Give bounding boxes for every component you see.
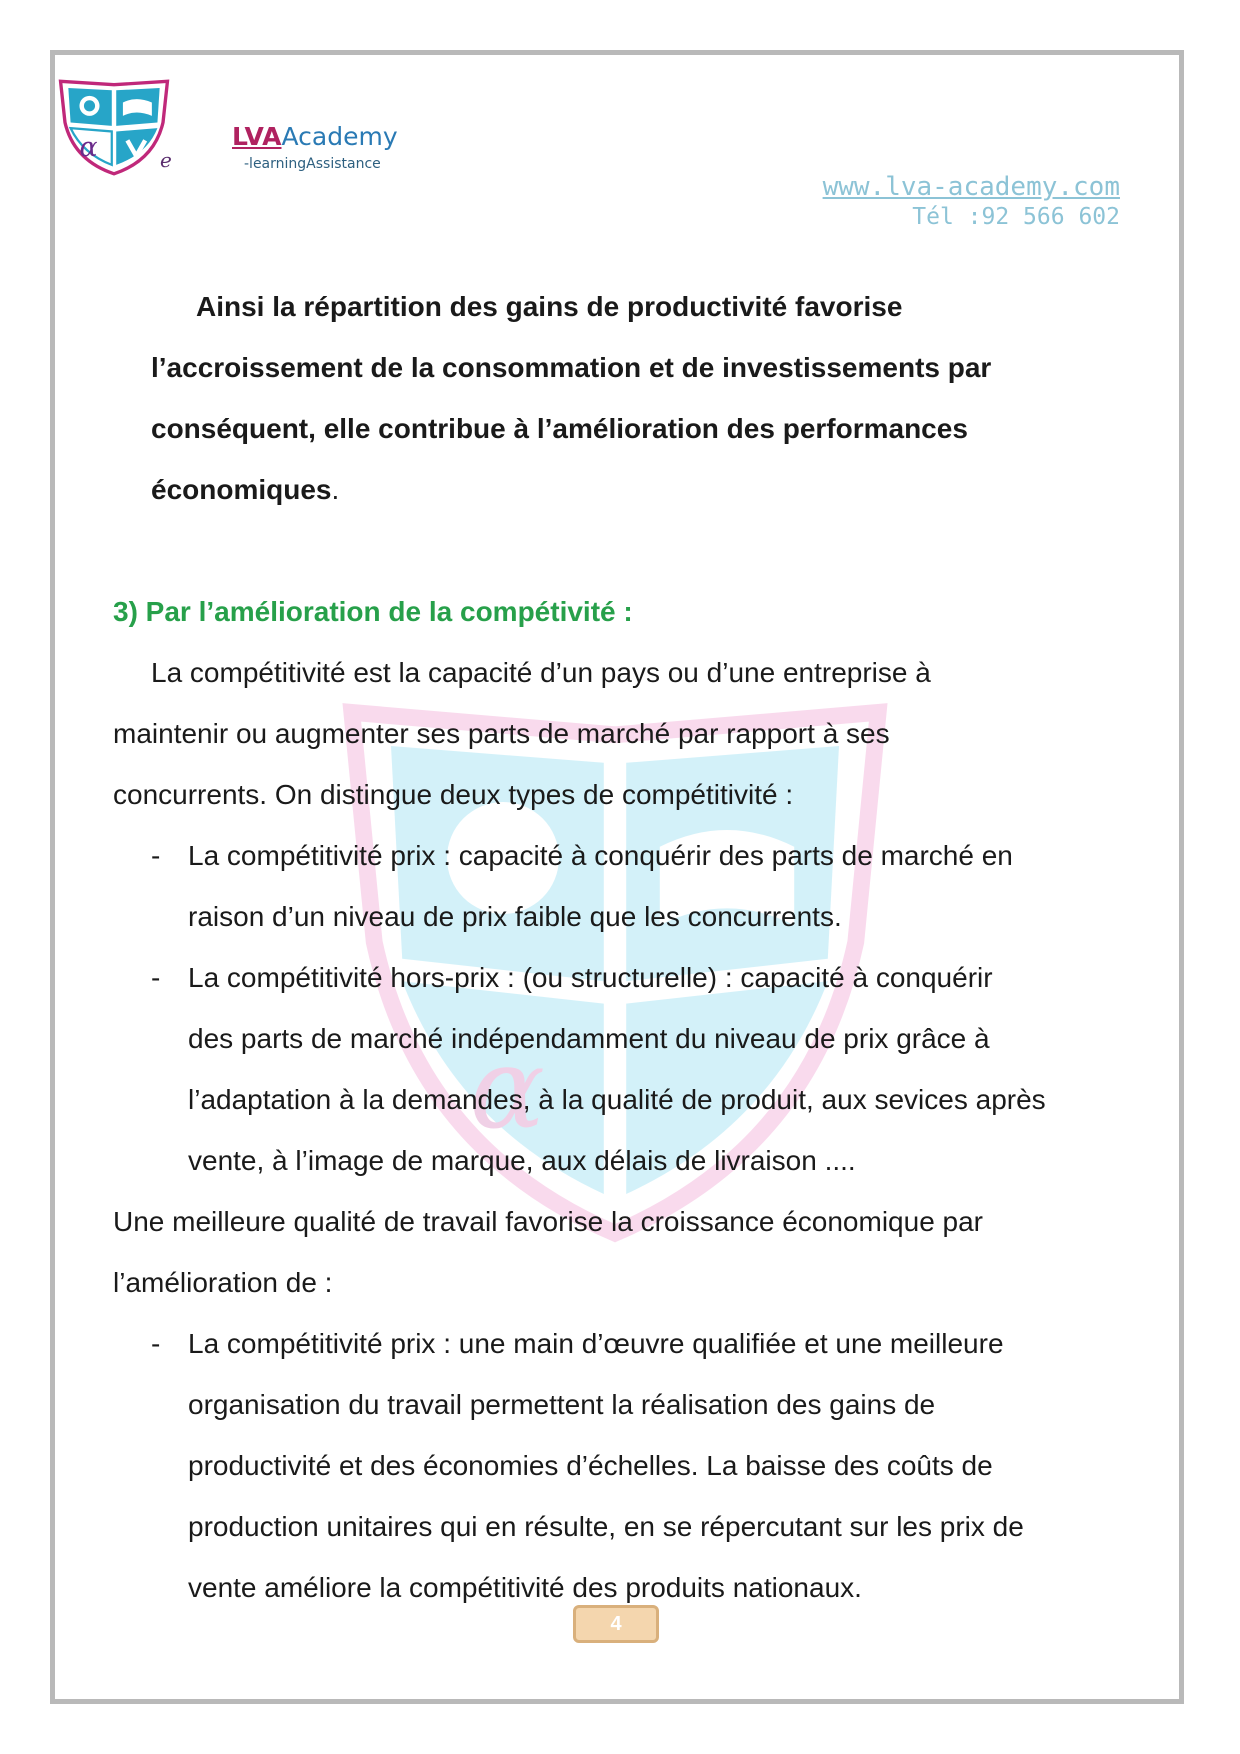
intro-line: l’accroissement de la consommation et de investissements par (151, 352, 992, 383)
intro-paragraph (113, 276, 1143, 520)
intro-line: Ainsi la répartition des gains de productivité favorise (196, 291, 903, 322)
bullet-line: productivité et des économies d’échelles. La baisse des coûts de (188, 1450, 993, 1481)
svg-text:α: α (79, 131, 98, 163)
list-item (113, 1313, 1143, 1618)
quality-paragraph (113, 1191, 1143, 1313)
quality-line: Une meilleure qualité de travail favorise la croissance économique par (113, 1206, 984, 1237)
bullet-line: organisation du travail permettent la réalisation des gains de (188, 1389, 936, 1420)
brand-tagline: -learningAssistance (244, 156, 381, 172)
intro-period: . (331, 474, 340, 505)
svg-text:α: α (469, 1023, 546, 1154)
phone-number: Tél :92 566 602 (912, 204, 1120, 230)
list-item (113, 947, 1143, 1191)
intro-line-last (151, 459, 1143, 520)
bullet-line: La compétitivité prix : une main d’œuvre qualifiée et une meilleure (188, 1328, 1004, 1359)
bullet-line: des parts de marché indépendamment du niveau de prix grâce à (188, 1023, 990, 1054)
bullet-dash: - (151, 1328, 161, 1359)
bullet-line: La compétitivité prix : capacité à conquérir des parts de marché en (188, 840, 1013, 871)
bullet-dash: - (151, 962, 161, 993)
bullet-line: vente améliore la compétitivité des produits nationaux. (188, 1572, 862, 1603)
brand-lva: LVA (232, 122, 282, 151)
list-item (113, 825, 1143, 947)
definition-line: maintenir ou augmenter ses parts de marché par rapport à ses (113, 718, 890, 749)
page-content (113, 276, 1143, 1618)
bullet-line: production unitaires qui en résulte, en se répercutant sur les prix de (188, 1511, 1024, 1542)
definition-line: La compétitivité est la capacité d’un pays ou d’une entreprise à (151, 657, 931, 688)
bullet-dash: - (151, 840, 161, 871)
page-number: 4 (573, 1605, 659, 1643)
logo-e-letter: e (160, 148, 172, 172)
section-heading: 3) Par l’amélioration de la compétivité : (113, 596, 633, 627)
bullet-line: La compétitivité hors-prix : (ou structurelle) : capacité à conquérir (188, 962, 993, 993)
website-link[interactable]: www.lva-academy.com (822, 172, 1120, 202)
intro-line: économiques (151, 474, 332, 505)
brand-academy: Academy (281, 122, 398, 151)
definition-line: concurrents. On distingue deux types de compétitivité : (113, 779, 794, 810)
bullet-line: raison d’un niveau de prix faible que les concurrents. (188, 901, 842, 932)
quality-line: l’amélioration de : (113, 1267, 333, 1298)
definition-paragraph (113, 642, 1143, 825)
bullet-line: l’adaptation à la demandes, à la qualité de produit, aux sevices après (188, 1084, 1046, 1115)
brand-name (232, 122, 398, 151)
academy-logo-icon (58, 78, 170, 176)
intro-line: conséquent, elle contribue à l’amélioration des performances (151, 413, 968, 444)
bullet-line: vente, à l’image de marque, aux délais de livraison .... (188, 1145, 856, 1176)
